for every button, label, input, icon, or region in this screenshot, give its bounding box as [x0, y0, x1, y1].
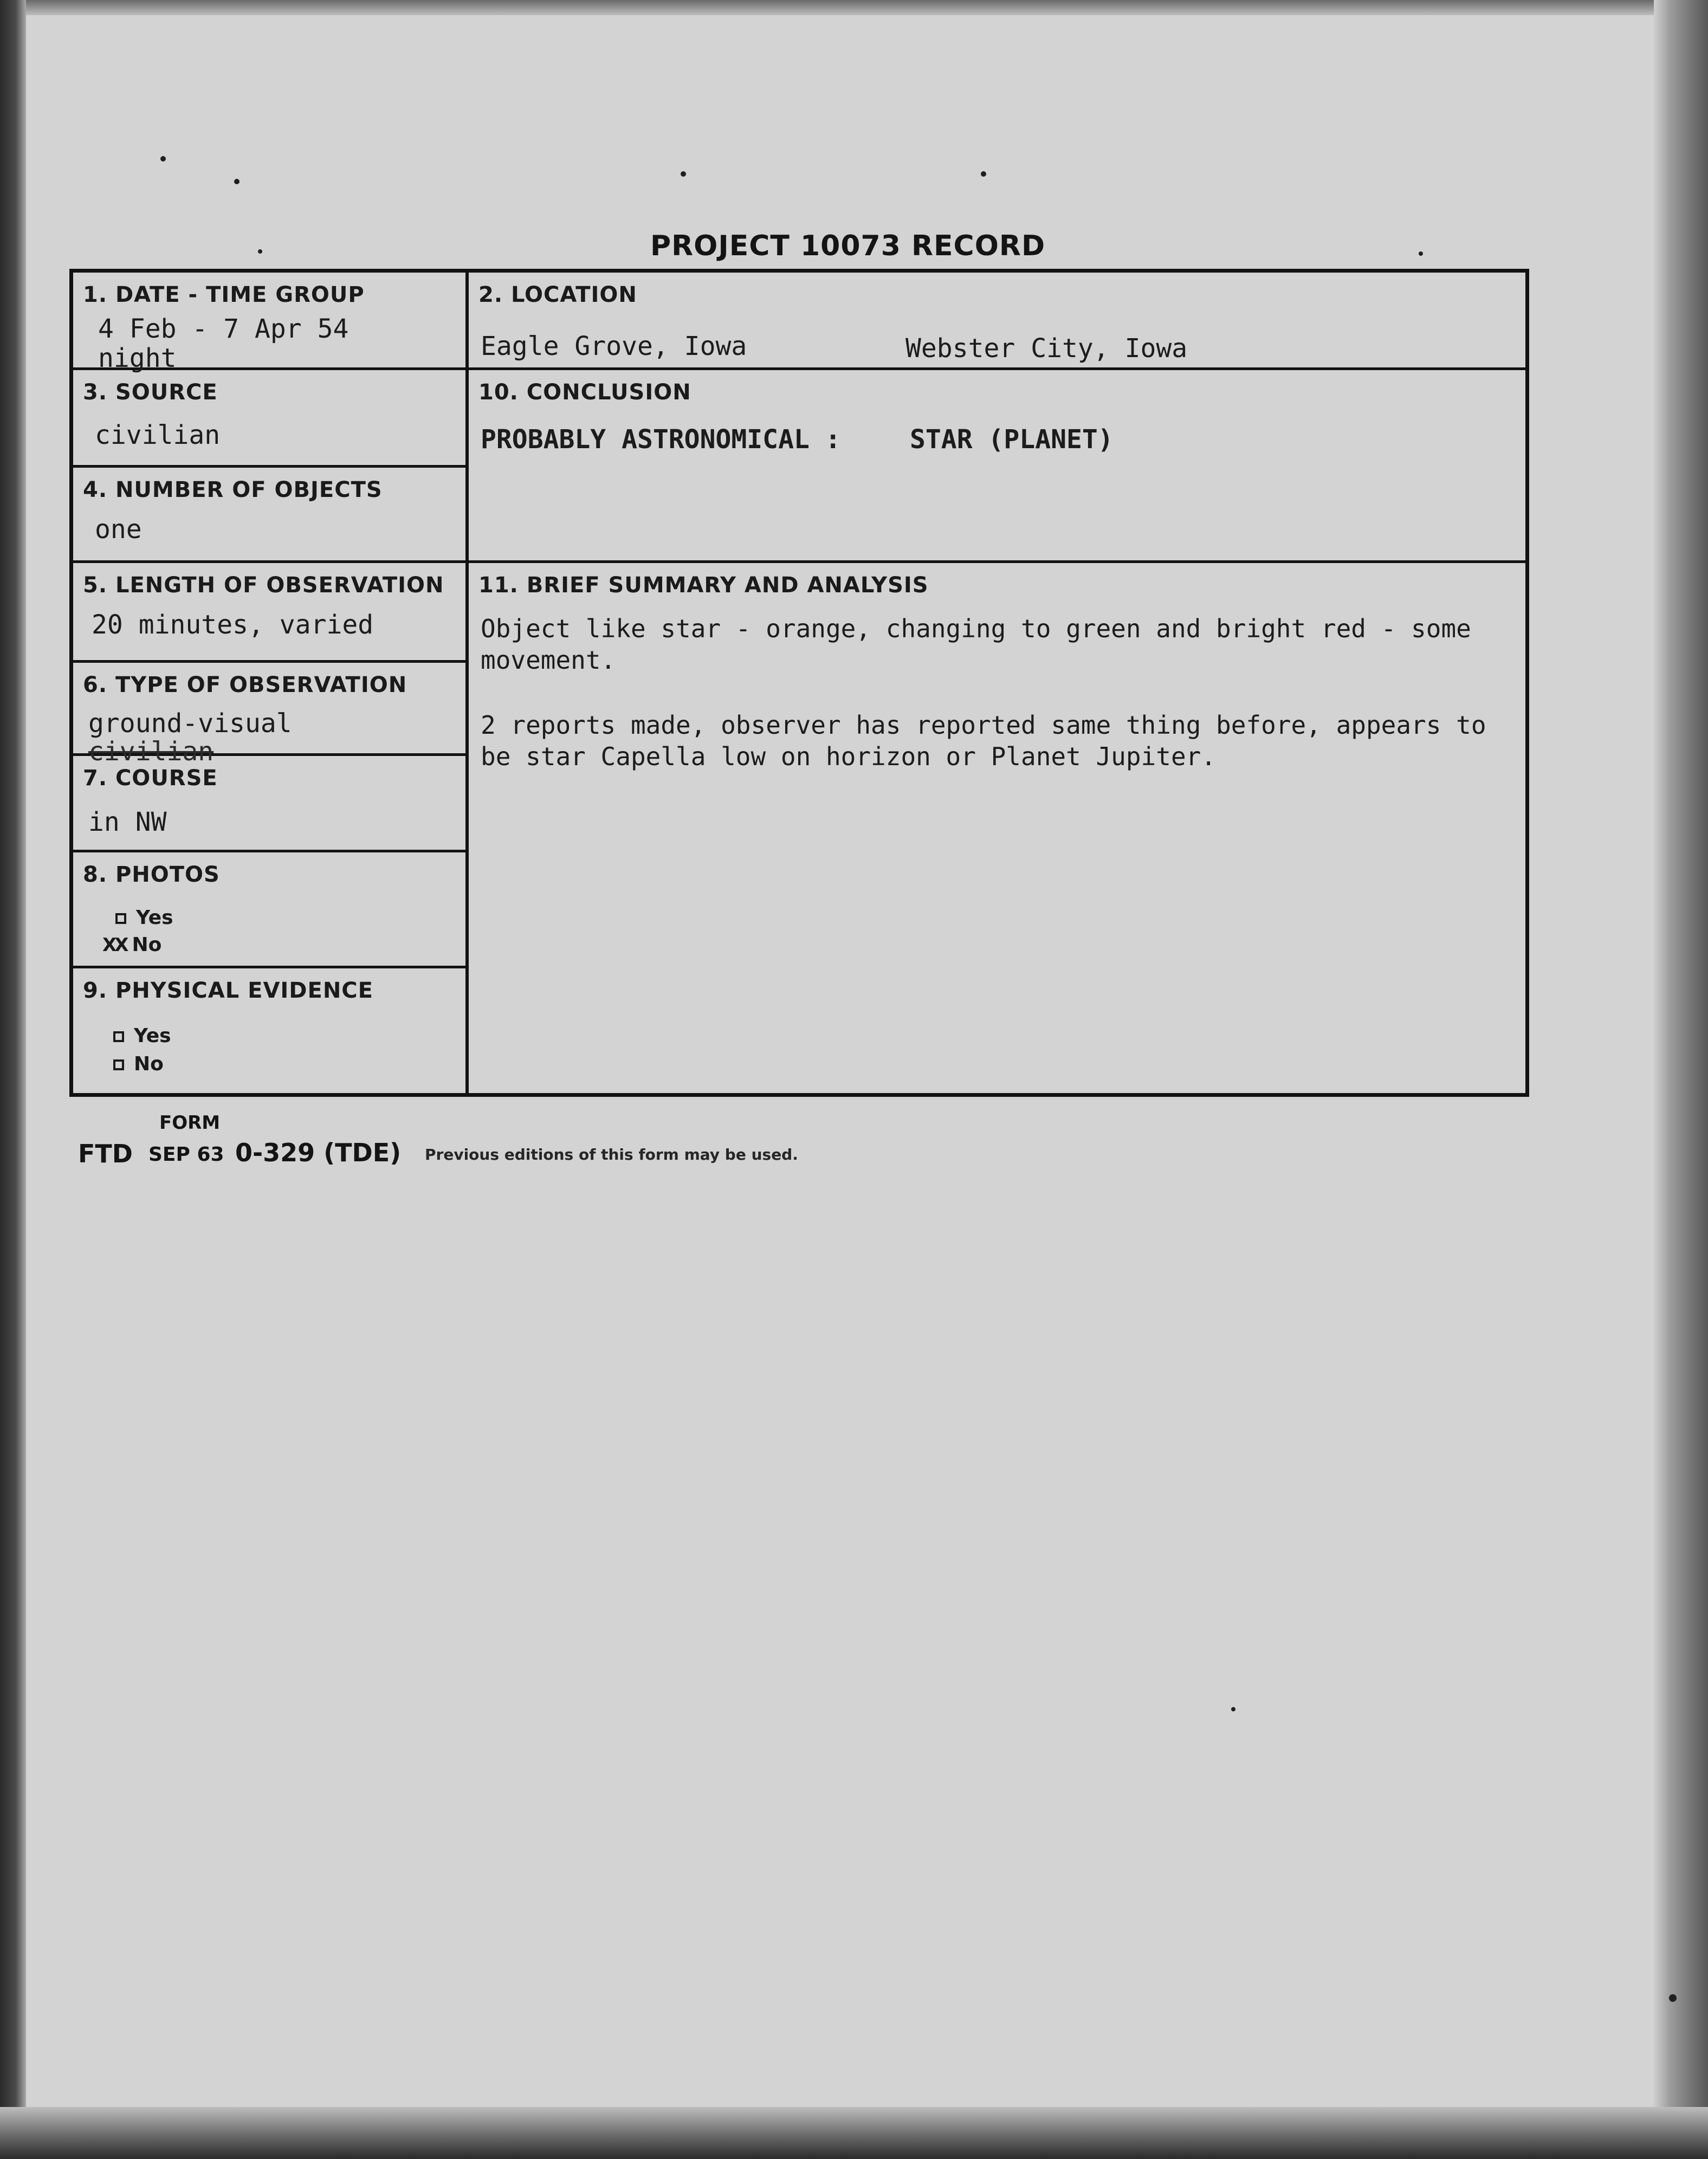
field-source [73, 370, 465, 468]
date-time-group-period: night [98, 343, 177, 373]
record-form [69, 269, 1529, 1097]
physical-evidence-label: 9. PHYSICAL EVIDENCE [83, 978, 373, 1003]
checkbox-empty-icon [113, 1031, 124, 1042]
x-mark-icon: XX [102, 934, 127, 956]
dust-speck [681, 171, 686, 177]
left-column [73, 273, 469, 1093]
footer-date: SEP 63 [148, 1143, 224, 1166]
source-label: 3. SOURCE [83, 380, 218, 405]
dust-speck [234, 179, 240, 184]
field-physical-evidence [73, 968, 465, 1093]
length-of-observation-value: 20 minutes, varied [92, 610, 374, 640]
dust-speck [981, 171, 986, 177]
dust-speck [1419, 251, 1423, 256]
document-title: PROJECT 10073 RECORD [650, 230, 1046, 262]
physical-evidence-no-option[interactable] [113, 1053, 164, 1075]
dust-speck [160, 156, 166, 161]
field-location [469, 273, 1525, 370]
conclusion-value-2: STAR (PLANET) [910, 424, 1114, 455]
scan-edge-left [0, 0, 26, 2159]
number-of-objects-label: 4. NUMBER OF OBJECTS [83, 477, 383, 502]
field-number-of-objects [73, 468, 465, 563]
checkbox-empty-icon [115, 913, 126, 924]
type-of-observation-value: ground-visual [88, 708, 292, 739]
photos-yes-label: Yes [136, 907, 173, 929]
conclusion-label: 10. CONCLUSION [478, 380, 691, 405]
location-place-1: Eagle Grove, Iowa [481, 331, 747, 361]
date-time-group-value: 4 Feb - 7 Apr 54 [98, 314, 349, 344]
physical-evidence-no-label: No [134, 1053, 164, 1075]
summary-label: 11. BRIEF SUMMARY AND ANALYSIS [478, 573, 929, 598]
scan-edge-right [1654, 0, 1708, 2159]
summary-paragraph-1: Object like star - orange, changing to green and bright red - some movement. [481, 614, 1471, 675]
dust-speck [1669, 1994, 1677, 2002]
dust-speck [258, 249, 262, 254]
field-length-of-observation [73, 563, 465, 663]
number-of-objects-value: one [95, 514, 142, 545]
photos-no-option[interactable] [102, 934, 161, 956]
dust-speck [1231, 1707, 1235, 1711]
course-label: 7. COURSE [83, 766, 218, 791]
summary-paragraph-2: 2 reports made, observer has reported same thing before, appears to be star Capella low on horizon or Planet Jupiter. [481, 710, 1486, 771]
field-conclusion [469, 370, 1525, 563]
type-of-observation-struck: civilian [88, 736, 214, 767]
physical-evidence-yes-label: Yes [134, 1025, 171, 1047]
physical-evidence-yes-option[interactable] [113, 1025, 171, 1047]
field-summary [469, 563, 1525, 1093]
photos-label: 8. PHOTOS [83, 862, 220, 887]
scan-edge-top [0, 0, 1708, 15]
source-value: civilian [95, 420, 221, 450]
conclusion-value: PROBABLY ASTRONOMICAL : [481, 424, 841, 455]
field-course [73, 756, 465, 852]
field-type-of-observation [73, 663, 465, 767]
right-column [469, 273, 1525, 1093]
photos-no-label: No [132, 934, 162, 956]
checkbox-empty-icon [113, 1059, 124, 1070]
field-date-time-group [73, 273, 465, 373]
photos-yes-option[interactable] [115, 907, 173, 929]
footer-form-word: FORM [159, 1112, 221, 1134]
length-of-observation-label: 5. LENGTH OF OBSERVATION [83, 573, 444, 598]
location-label: 2. LOCATION [478, 282, 637, 307]
footer-form-number: 0-329 (TDE) [235, 1138, 402, 1167]
scan-edge-bottom [0, 2107, 1708, 2159]
type-of-observation-label: 6. TYPE OF OBSERVATION [83, 673, 407, 697]
footer-note: Previous editions of this form may be used. [425, 1146, 798, 1163]
field-photos [73, 852, 465, 968]
course-value: in NW [88, 807, 167, 837]
footer-ftd: FTD [78, 1139, 133, 1168]
date-time-group-label: 1. DATE - TIME GROUP [83, 282, 365, 307]
location-place-2: Webster City, Iowa [905, 333, 1188, 364]
